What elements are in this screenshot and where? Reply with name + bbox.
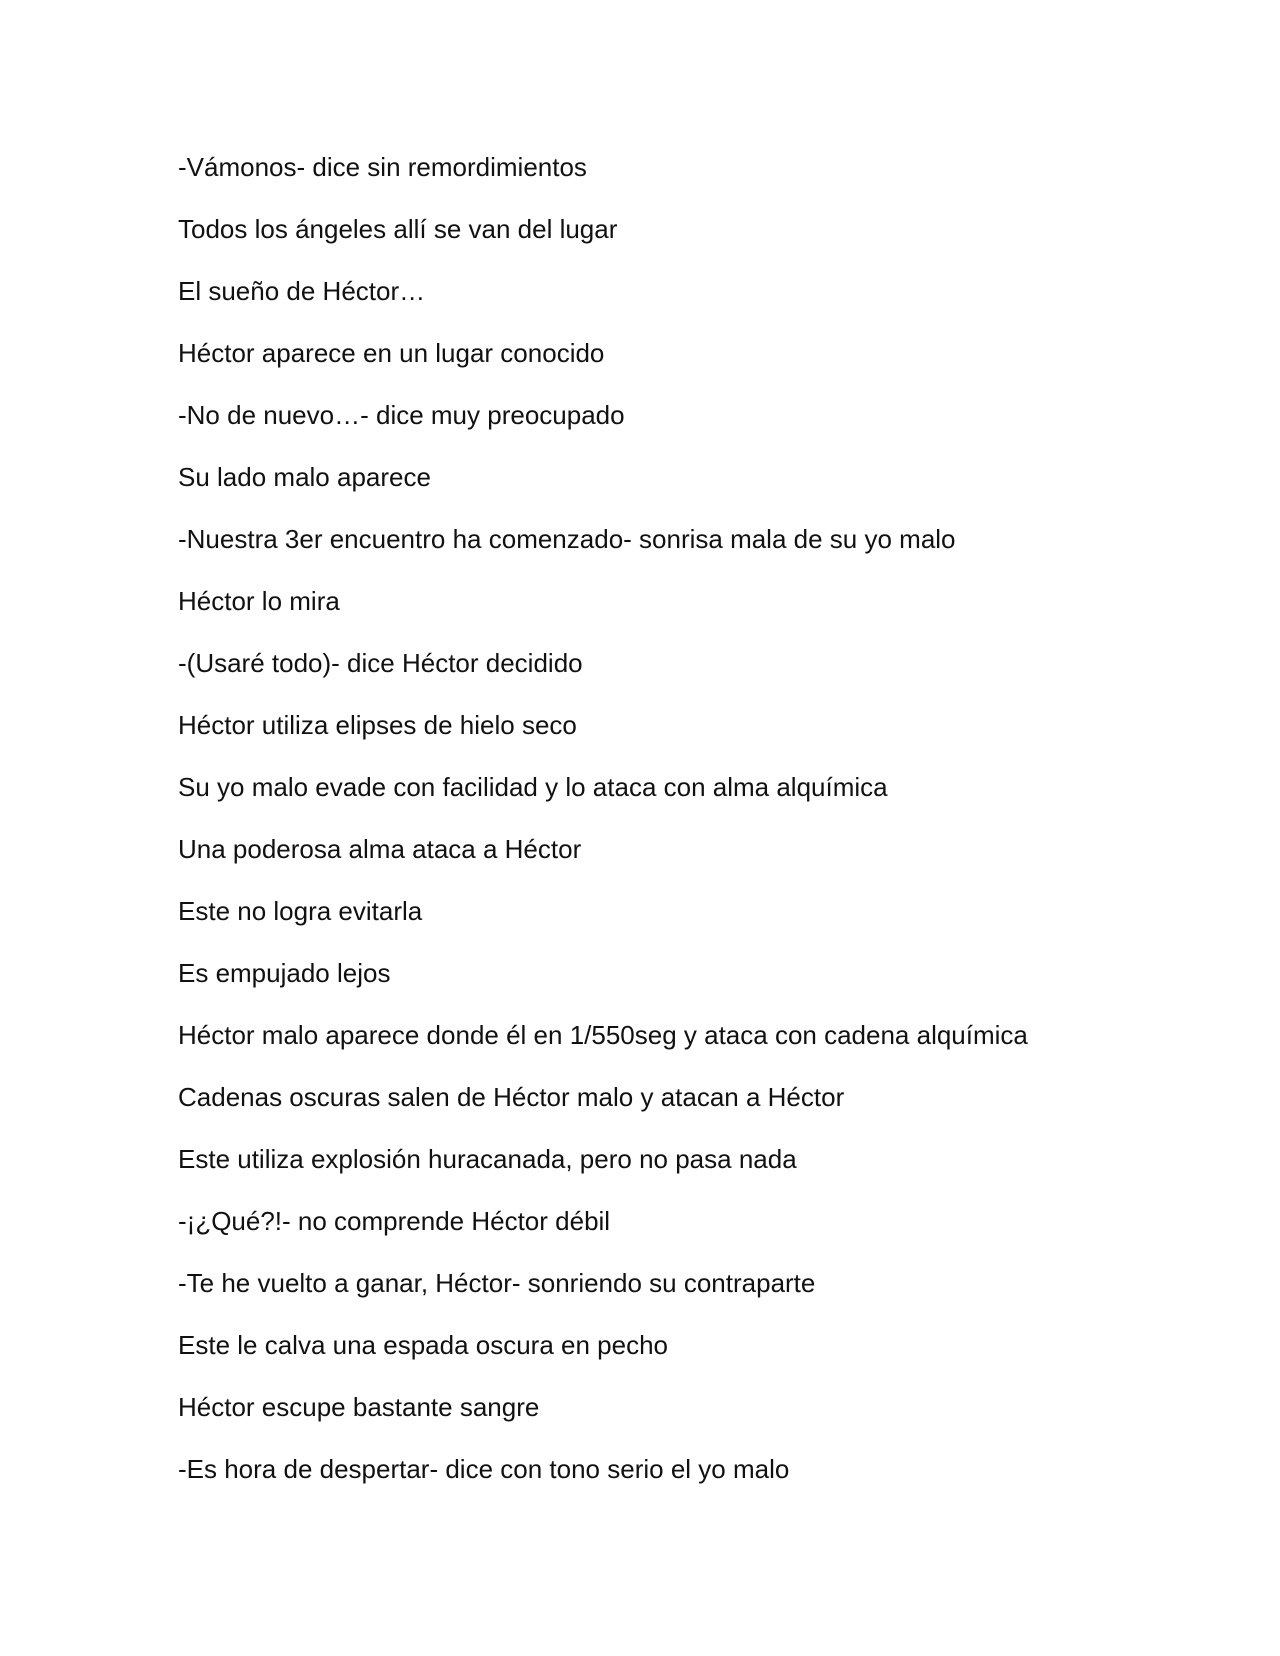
- paragraph: Todos los ángeles allí se van del lugar: [178, 214, 618, 244]
- paragraph: Héctor escupe bastante sangre: [178, 1392, 540, 1422]
- paragraph: -¡¿Qué?!- no comprende Héctor débil: [178, 1206, 611, 1236]
- paragraph: -Es hora de despertar- dice con tono serio el yo malo: [178, 1454, 790, 1484]
- paragraph: Héctor lo mira: [178, 586, 340, 616]
- document-body: [178, 145, 1178, 1509]
- paragraph: -Vámonos- dice sin remordimientos: [178, 152, 587, 182]
- paragraph: -No de nuevo…- dice muy preocupado: [178, 400, 625, 430]
- paragraph: Este utiliza explosión huracanada, pero no pasa nada: [178, 1144, 797, 1174]
- paragraph: Cadenas oscuras salen de Héctor malo y atacan a Héctor: [178, 1082, 845, 1112]
- paragraph: Héctor aparece en un lugar conocido: [178, 338, 605, 368]
- paragraph: Su yo malo evade con facilidad y lo ataca con alma alquímica: [178, 772, 888, 802]
- paragraph: Es empujado lejos: [178, 958, 391, 988]
- paragraph: -Nuestra 3er encuentro ha comenzado- sonrisa mala de su yo malo: [178, 524, 956, 554]
- paragraph: Héctor utiliza elipses de hielo seco: [178, 710, 577, 740]
- paragraph: Su lado malo aparece: [178, 462, 431, 492]
- paragraph: Este le calva una espada oscura en pecho: [178, 1330, 669, 1360]
- paragraph: -(Usaré todo)- dice Héctor decidido: [178, 648, 583, 678]
- paragraph: El sueño de Héctor…: [178, 276, 426, 306]
- paragraph: Héctor malo aparece donde él en 1/550seg y ataca con cadena alquímica: [178, 1020, 1028, 1050]
- paragraph: -Te he vuelto a ganar, Héctor- sonriendo su contraparte: [178, 1268, 816, 1298]
- paragraph: Una poderosa alma ataca a Héctor: [178, 834, 582, 864]
- paragraph: Este no logra evitarla: [178, 896, 423, 926]
